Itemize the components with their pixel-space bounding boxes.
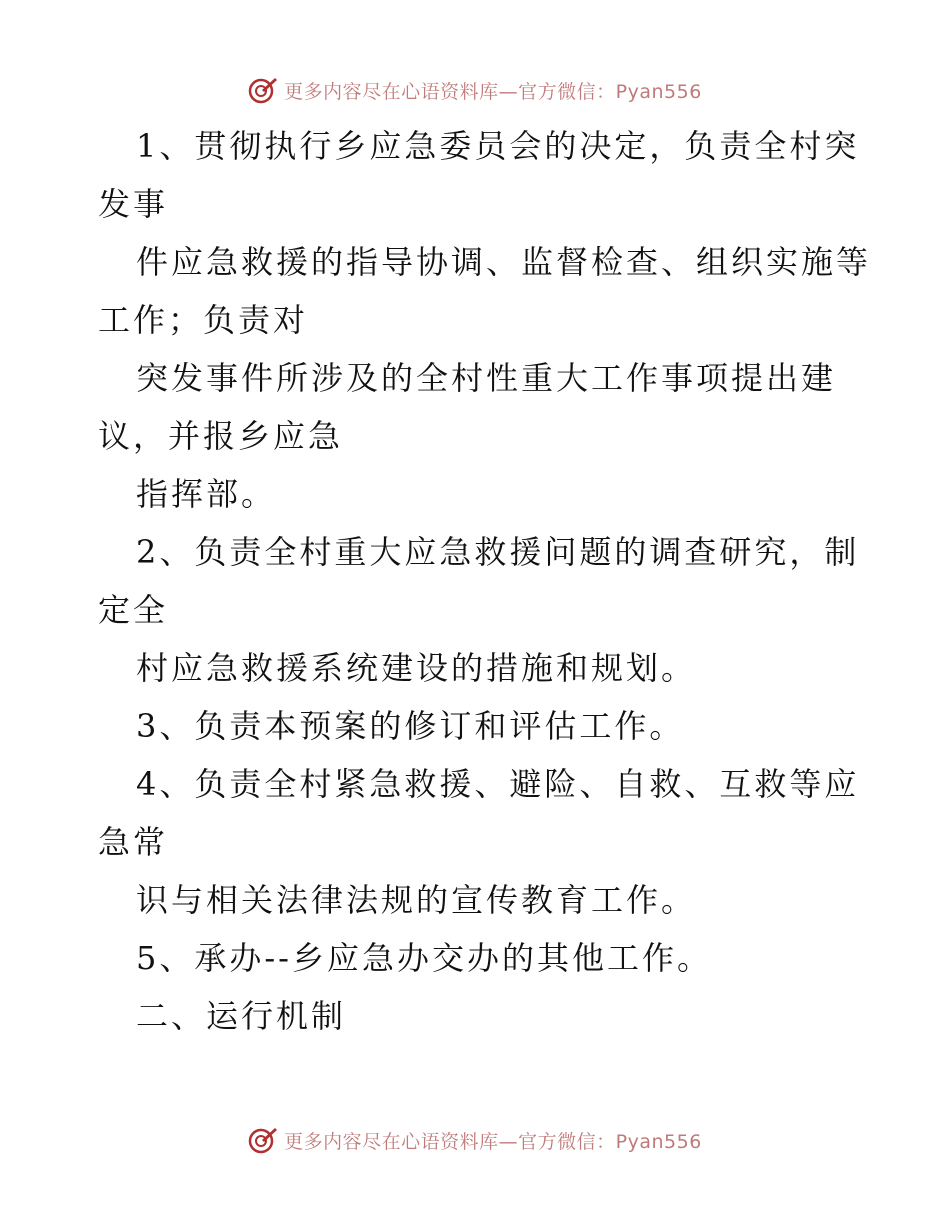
- text-line: 突发事件所涉及的全村性重大工作事项提出建: [136, 359, 837, 397]
- text-line: 件应急救援的指导协调、监督检查、组织实施等: [136, 243, 872, 281]
- text-line: 2、负责全村重大应急救援问题的调查研究，制: [136, 533, 860, 571]
- text-line: 二、运行机制: [136, 997, 347, 1035]
- text-line: 急常: [98, 823, 169, 861]
- text-line: 5、承办--乡应急办交办的其他工作。: [136, 939, 712, 977]
- text-line: 工作；负责对: [98, 301, 309, 339]
- text-line: 议，并报乡应急: [98, 417, 344, 455]
- footer-banner: [0, 1120, 950, 1160]
- text-line: 3、负责本预案的修订和评估工作。: [136, 707, 685, 745]
- quill-circle-logo-icon: [248, 1125, 278, 1155]
- footer-banner-text: 更多内容尽在心语资料库—官方微信：Pyan556: [284, 1130, 702, 1153]
- text-line: 识与相关法律法规的宣传教育工作。: [136, 881, 697, 919]
- text-line: 村应急救援系统建设的措施和规划。: [136, 649, 697, 687]
- text-line: 4、负责全村紧急救援、避险、自救、互救等应: [136, 765, 860, 803]
- text-line: 指挥部。: [136, 475, 277, 513]
- text-line: 定全: [98, 591, 169, 629]
- header-banner-text: 更多内容尽在心语资料库—官方微信：Pyan556: [284, 80, 702, 103]
- text-line: 1、贯彻执行乡应急委员会的决定，负责全村突: [136, 127, 860, 165]
- text-line: 发事: [98, 185, 169, 223]
- document-body: [98, 117, 872, 1045]
- header-banner: [0, 70, 950, 110]
- quill-circle-logo-icon: [248, 75, 278, 105]
